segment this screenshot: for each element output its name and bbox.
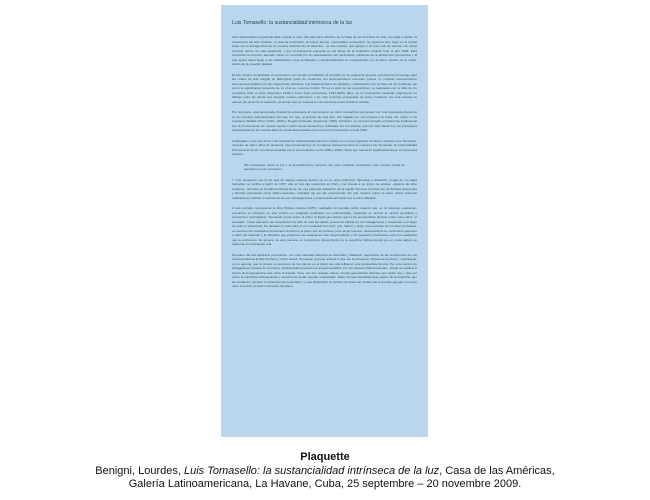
plaquette-title: Luis Tomasello: la sustancialidad intrínseca de la luz	[232, 20, 353, 26]
plaquette-paragraph: A este período corresponde la obra Pintura cinética (1957), realizada con esmalte sobre madera que, en la presente exposición, encuentra su referente en una versión en serigrafía (realizada con posterioridad), siguiendo en ambas la misma operatoria y concepción morfológicas. Tomasello movió sobre el plano la figura geométrica que le ha acompañado durante todos estos años: el cuadrado. Como elemento de composición ha sido su más fiel aliado, puesto de partida en sus indagaciones y creaciones a lo largo de toda su trayectoria. Se destaca en esta obra el uso moderado del color: gris, blanco y plata, preconizando de los altos contrastes. La sucesión de cuadrados permanece inmóvil en el plano que la contiene, pero al ojo humano, desencadena un movimiento perpetuo a partir del estímulo y la vibración que proponen las variaciones casi imperceptibles y los pequeños desniveles entre los cuadrados que la conforman. Se genera, de esta manera, un movimiento virtual dentro de la superficie bidimensional que en modo alguno se trastorna en movimiento real.	[232, 206, 417, 246]
caption-citation-line-2: Galería Latinoamericana, La Havane, Cuba, 25 septembre – 20 novembre 2009.	[128, 478, 522, 490]
caption-author: Benigni, Lourdes,	[95, 465, 184, 477]
plaquette-paragraph: Otra oportunidad excepcional para mostrar el valor del patrimonio artístico de la Casa de las Américas ha sido, sin lugar a dudas, la concepción del Año Cinético, el cual ha propiciado, al mismo tiempo, memorables encuentros. Su apertura tuvo lugar en la propia Casa con la inauguración de la muestra colectiva De la vibración... al arte cinético, que agrupa a un buen lote de autores con obras inscritas dentro de esta tendencia, y que permanecerá expuesta en las áreas de la institución durante todo el año 2009. Esta curaduría se propuso, además, hacer un recorrido por los antecedentes del movimiento, partiendo de la abstracción geométrica y el arte óptico hasta llegar a las realizaciones cuya morfología y conceptualización se corresponden con el factor cinético de la visión, dentro de la creación plástica.	[232, 35, 417, 66]
caption-citation-line-1	[0, 465, 650, 478]
figure-caption	[0, 451, 650, 491]
plaquette-paragraph: Catalogado como uno de los más importantes representantes del arte cinético en su país regresa a la Casa el maestro Luis Tomasello, después de varios años de ausencia, para presentar hoy en la Galería Latinoamericana la muestra Luis Tomasello: la sustancialidad intrínseca de la luz, con obras donadas por él a la institución entre 1983 y 2008. Obras que marcaron significativamente su trayectoria artística.	[232, 138, 417, 156]
caption-title: Plaquette	[300, 451, 350, 463]
caption-work-title: Luis Tomasello: la sustancialidad intrínseca de la luz	[183, 465, 440, 477]
plaquette-document	[221, 5, 428, 437]
plaquette-quote: Mis búsquedas sobre la luz y el descubrimiento sucesivo del color reflejado constituyen una manera tímida de acercarme a ese encuentro.	[244, 162, 405, 171]
plaquette-paragraph: Heredero del arte abstracto precedente, con una marcada influencia de Mondrian y Malévich, depositario de las enseñanzas de sus contemporáneos Emilio Pettoruti y Antón Gaudí, Tomasello propone rebasar lo que fue la pintura de "pintura de concreto", impulsando, en su agenda, que la pintura se posicione de los colores en el plano que ella refleja en una perspectiva ilusoria. Por este camino de indagaciones transita de la pintura cinética bidimensional a la experimentación con los relieves bidimensionales, donde se verifica el triunfo de la perspectiva real sobre la ilusoria. Crea, con sus propias manos, formas geométricas diversas que repite una y otra vez sobre la superficie bidimensional y monocroma donde quedan emplazadas. Estas formas invariablemente parten de la superficie que las contienen, siempre en dirección del espectador, y esta disposición le confiere al relieve tal unidad que le permite agregar un nuevo valor a la obra, al crear una ilusión del plano.	[232, 252, 417, 288]
plaquette-paragraph: Y este encuentro con la luz que de alguna manera apunta ya en su obra preliminar, figurativa o abstracta, propia de su etapa formativa, se verifica a partir de 1957, año en que fija residencia en París y se vincula a un grupo de artistas –algunos de ellos cinéticos– reunidos en la Galería Denise René. En esa pequeña habitación de la capital francesa convivía con simbolistas autonomía y libertad expresivas obras bidimensionales, incluidas las por las experiencias del arte cinético sobre el plano. Estas primeras realizaciones marcan el nacimiento de sus investigaciones y experiencias artísticas con el color reflejado.	[232, 177, 417, 200]
plaquette-paragraph: Por otra parte, esta temporada cinética ha estimulado el conocimiento de otros cultivadores del género con una destacada presencia en los circuitos internacionales del arte, los que, al amparo de este año, han llegado por vez primera a la Casa. Me refiero a los creadores Matilde Pérez (Chile, 1920) y Rogelio Polesello (Argentina, 1939). Asimismo, se ha incrementado el patrimonio institucional con la incorporación de nuevas piezas a partir de las donaciones realizadas por los artistas, que han sido hasta hoy, los principales protagonistas de los «treinta años de creatividad cinética» que nos hemos propuesto en este 2009.	[232, 110, 417, 132]
plaquette-paragraph: El Año cinético ha facilitado el reencuentro con amigos entrañables al convidar, en su programa general, exposiciones-homenaje para las cuales ha sido elegido un distinguido grupo de creadores con denominadores comunes: poseer un probado reconocimiento internacional avalado por sus trayectorias artísticas, sus históricos lazos de amistad y colaboración con la Casa de las Américas, así como la significativa presencia de su obra en nuestros fondos. Tal es el caso de las exposiciones ya realizadas con la obra de los creadores Julio Le Parc (Argentina, 1928) y Jesús Soto (Venezuela, 1923-2005). Ellos, en su concepción curatorial, propusieron un diálogo entre las piezas que integran nuestro patrimonio y las más recientes propuestas de estos creadores. De esta manera se valoran las obras de la colección, al tiempo que se muestra lo más actual de estos prolíficos artistas.	[232, 72, 417, 104]
caption-publisher: , Casa de las Américas,	[439, 465, 555, 477]
